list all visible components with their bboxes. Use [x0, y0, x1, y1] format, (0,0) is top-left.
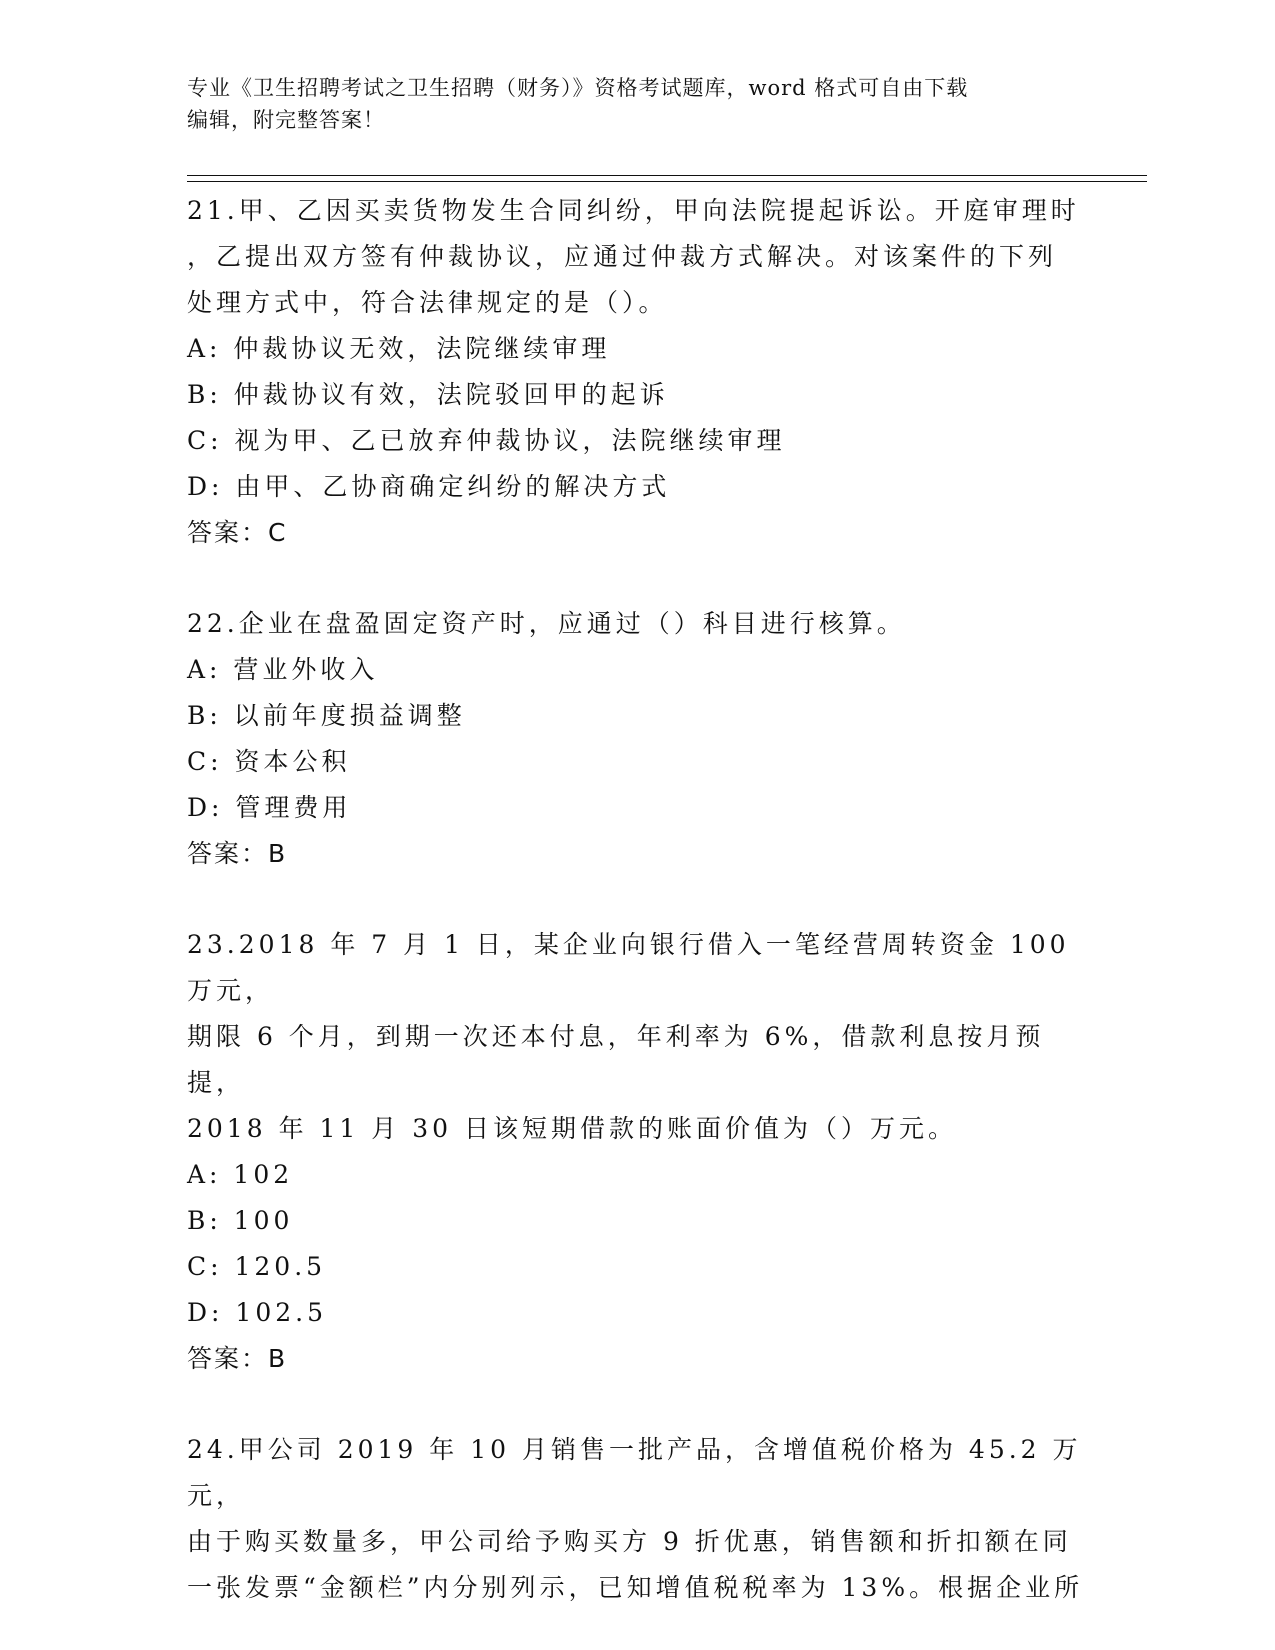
- question-stem: 21.甲、乙因买卖货物发生合同纠纷，甲向法院提起诉讼。开庭审理时 ，乙提出双方签有仲裁协议，应通过仲裁方式解决。对该案件的下列 处理方式中，符合法律规定的是（）。: [187, 196, 1080, 317]
- option-c: C: 视为甲、乙已放弃仲裁协议，法院继续审理: [187, 426, 786, 455]
- option-d: D: 管理费用: [187, 793, 352, 822]
- document-header: [187, 72, 1087, 136]
- answer-line: 答案：B: [187, 1344, 288, 1373]
- question-spacer: [187, 877, 1087, 922]
- header-divider-top: [187, 175, 1147, 176]
- question-spacer: [187, 1382, 1087, 1427]
- question-list: [187, 188, 1087, 1611]
- question-spacer: [187, 556, 1087, 601]
- answer-line: 答案：B: [187, 839, 288, 868]
- option-a: A: 102: [187, 1160, 294, 1189]
- option-a: A: 仲裁协议无效，法院继续审理: [187, 334, 611, 363]
- question-22: [187, 601, 1087, 877]
- option-c: C: 120.5: [187, 1252, 327, 1281]
- option-b: B: 100: [187, 1206, 294, 1235]
- option-b: B: 以前年度损益调整: [187, 701, 466, 730]
- answer-line: 答案：C: [187, 518, 288, 547]
- option-b: B: 仲裁协议有效，法院驳回甲的起诉: [187, 380, 669, 409]
- option-c: C: 资本公积: [187, 747, 351, 776]
- question-stem: 24.甲公司 2019 年 10 月销售一批产品，含增值税价格为 45.2 万元， 由于购买数量多，甲公司给予购买方 9 折优惠，销售额和折扣额在同 一张发票“金额栏”内分别列示，已知增值税税率为 13%。根据企业所: [187, 1435, 1084, 1602]
- question-stem: 22.企业在盘盈固定资产时，应通过（）科目进行核算。: [187, 609, 906, 638]
- question-24: [187, 1427, 1087, 1611]
- header-line-2: 编辑，附完整答案！: [187, 108, 385, 132]
- question-21: [187, 188, 1087, 556]
- option-d: D: 由甲、乙协商确定纠纷的解决方式: [187, 472, 671, 501]
- header-line-1: 专业《卫生招聘考试之卫生招聘（财务）》资格考试题库，word 格式可自由下载: [187, 76, 969, 100]
- question-stem: 23.2018 年 7 月 1 日，某企业向银行借入一笔经营周转资金 100 万元， 期限 6 个月，到期一次还本付息，年利率为 6%，借款利息按月预提， 2018 年 11 月 30 日该短期借款的账面价值为（）万元。: [187, 930, 1070, 1143]
- header-divider-bottom: [187, 181, 1147, 182]
- option-a: A: 营业外收入: [187, 655, 379, 684]
- option-d: D: 102.5: [187, 1298, 327, 1327]
- question-23: [187, 922, 1087, 1382]
